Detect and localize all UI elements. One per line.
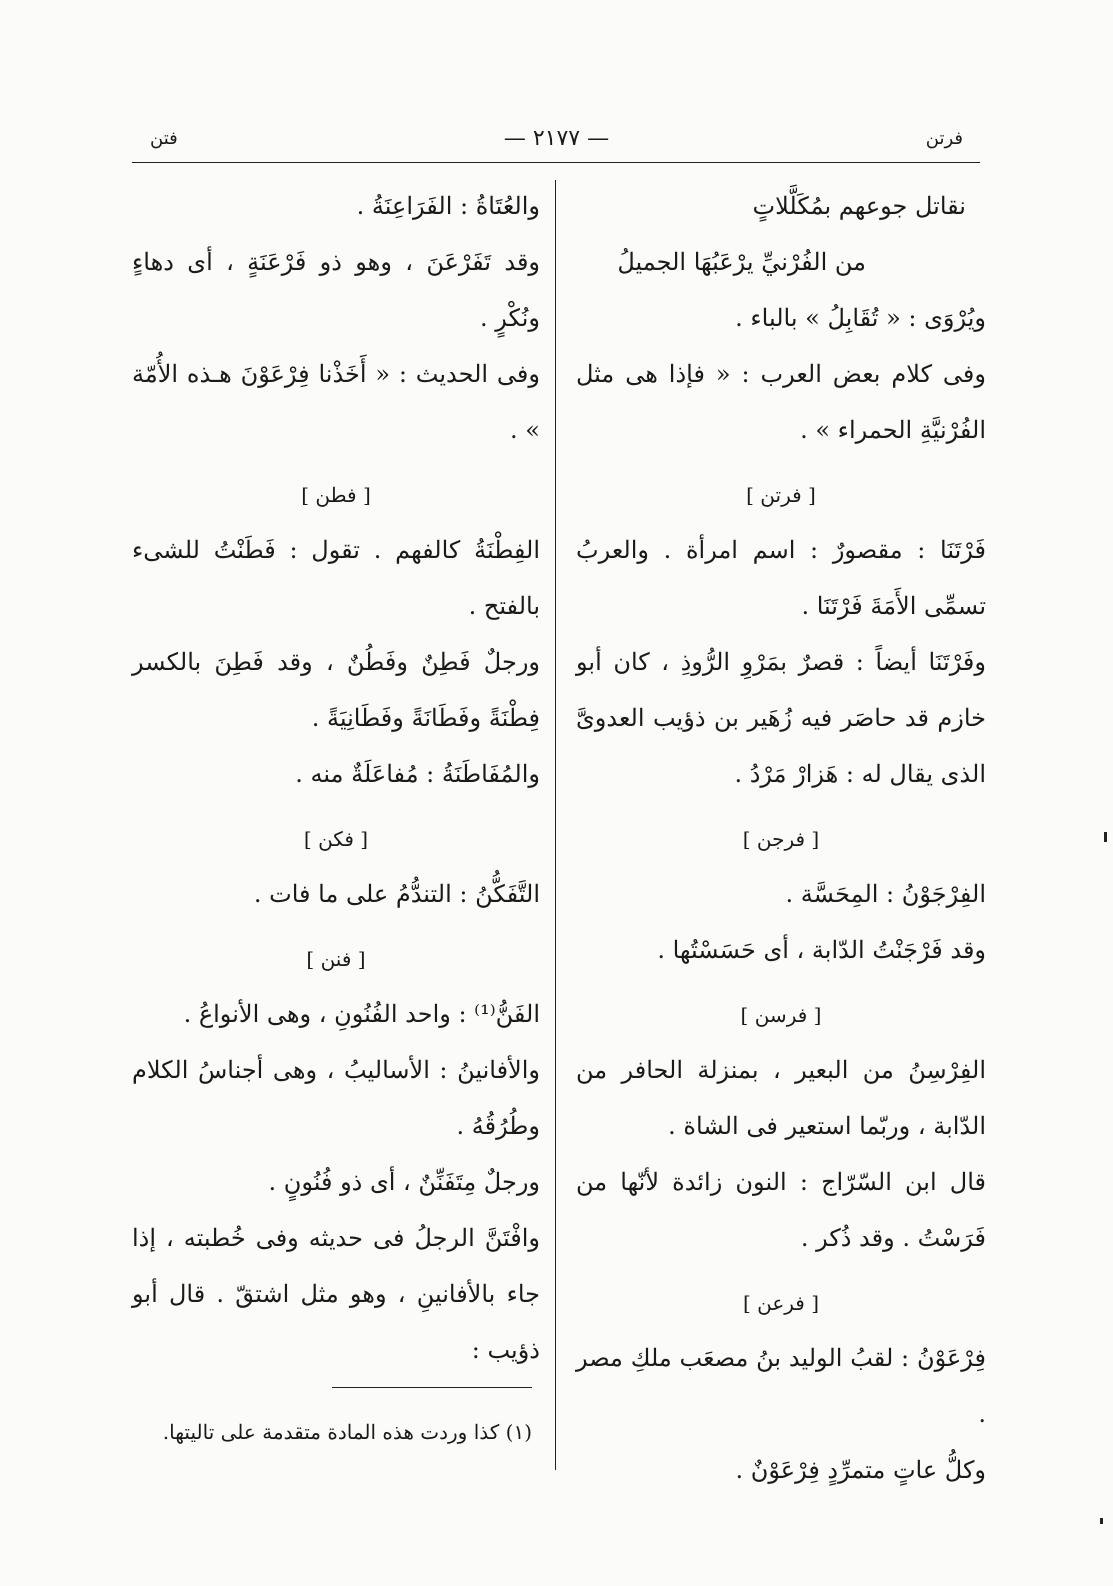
column-divider (555, 180, 556, 1470)
right-column (576, 178, 986, 1498)
running-head-left: فتن (150, 128, 178, 149)
running-head-right: فرتن (925, 128, 963, 149)
entry-paragraph: قال ابن السّرّاج : النون زائدة لأنّها من فَرَسْتُ . وقد ذُكر . (576, 1168, 986, 1252)
entry-paragraph: ورجلٌ فَطِنٌ وفَطُنٌ ، وقد فَطِنَ بالكسر فِطْنَةً وفَطَانَةً وفَطَانِيَةً . (132, 648, 540, 732)
entry-paragraph: فِرْعَوْنُ : لقبُ الوليد بنُ مصعَب ملكِ مصر . (576, 1344, 986, 1428)
entry-heading: [ فطن ] (301, 483, 371, 507)
entry-paragraph: وقد فَرْجَنْتُ الدّابة ، أى حَسَسْتُها . (657, 936, 986, 964)
entry-paragraph: وقد تَفَرْعَنَ ، وهو ذو فَرْعَنَةٍ ، أى دهاءٍ ونُكْرٍ . (132, 248, 540, 332)
entry-paragraph: الفِرْسِنُ من البعير ، بمنزلة الحافر من الدّابة ، وربّما استعير فى الشاة . (576, 1056, 986, 1140)
entry-paragraph: وفى الحديث : « أَخَذْنا فِرْعَوْنَ هـذه الأُمّة » . (132, 360, 540, 444)
entry-heading: [ فرجن ] (742, 827, 820, 851)
entry-paragraph: الفِطْنَةُ كالفهم . تقول : فَطَنْتُ للشىء بالفتح . (132, 536, 540, 620)
entry-paragraph: وافْتَنَّ الرجلُ فى حديثه وفى خُطبته ، إذا جاء بالأفانينِ ، وهو مثل اشتقّ . قال أبو ذؤيب : (132, 1224, 540, 1364)
entry-paragraph: وفى كلام بعض العرب : « فإذا هى مثل الفُرْنيَّةِ الحمراء » . (576, 360, 986, 444)
entry-paragraph: ويُرْوَى : « تُقَابِلُ » بالباء . (735, 304, 986, 332)
margin-mark (1100, 1518, 1103, 1524)
entry-paragraph: والمُفَاطَنَةُ : مُفاعَلَةٌ منه . (295, 760, 540, 788)
entry-paragraph: فَرْتَنَا : مقصورٌ : اسم امرأة . والعربُ تسمِّى الأَمَةَ فَرْتَنَا . (576, 536, 986, 620)
margin-mark (1104, 832, 1107, 842)
entry-heading: [ فرعن ] (742, 1291, 820, 1315)
entry-heading: [ فرسن ] (740, 1003, 822, 1027)
entry-heading: [ فكن ] (303, 827, 369, 851)
left-column (132, 178, 540, 1378)
entry-paragraph: الفِرْجَوْنُ : المِحَسَّة . (785, 880, 986, 908)
header-rule (132, 162, 980, 163)
entry-paragraph: وفَرْتَنَا أيضاً : قصرٌ بمَرْوِ الرُّوذِ ، كان أبو خازم قد حاصَر فيه زُهَير بن ذؤيب العدوىَّ الذى يقال له : هَزارْ مَرْدُ . (576, 648, 986, 788)
entry-paragraph: ورجلٌ مِتَفَنِّنٌ ، أى ذو فُنُونٍ . (268, 1168, 540, 1196)
entry-heading: [ فرتن ] (746, 483, 816, 507)
entry-paragraph: وكلُّ عاتٍ متمرِّدٍ فِرْعَوْنٌ . (735, 1456, 986, 1484)
entry-paragraph: الفَنُّ⁽¹⁾ : واحد الفُنُونِ ، وهى الأنواعُ . (183, 1000, 540, 1028)
entry-paragraph: والعُتَاةُ : الفَرَاعِنَةُ . (356, 192, 540, 220)
entry-paragraph: والأفانينُ : الأساليبُ ، وهى أجناسُ الكلام وطُرُقُهُ . (132, 1056, 540, 1140)
footnote: (١) كذا وردت هذه المادة متقدمة على تاليتها. (162, 1420, 532, 1444)
verse-line: نقاتل جوعهم بمُكَلَّلاتٍ (752, 192, 966, 220)
entry-heading: [ فنن ] (306, 947, 366, 971)
verse-line: من الفُرْنيِّ يرْعَبُهَا الجميلُ (617, 248, 866, 276)
entry-paragraph: التَّفَكُّنُ : التندُّمُ على ما فات . (253, 880, 540, 908)
footnote-rule (332, 1387, 532, 1388)
page-number: — ٢١٧٧ — (503, 126, 610, 151)
